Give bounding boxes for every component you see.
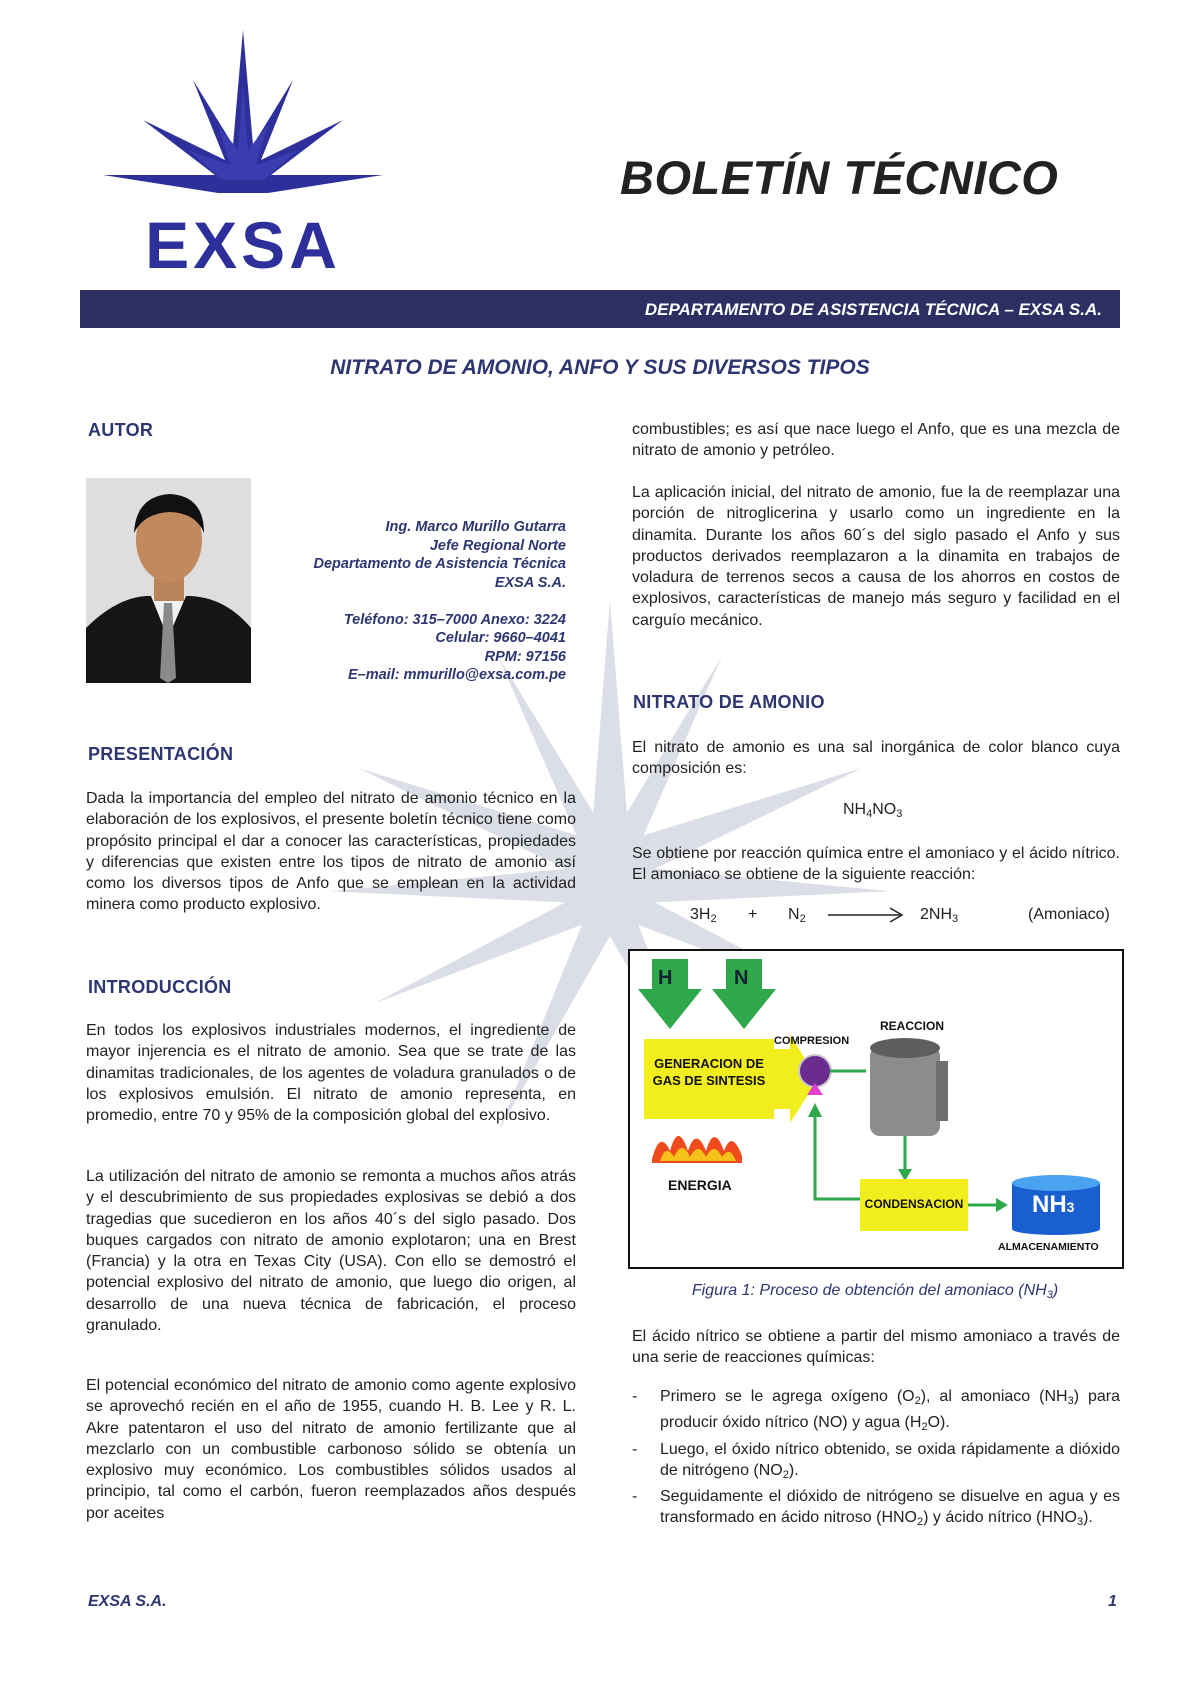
author-email: E–mail: mmurillo@exsa.com.pe (347, 667, 566, 683)
author-phone: Teléfono: 315–7000 Anexo: 3224 (343, 611, 566, 628)
department-text: DEPARTAMENTO DE ASISTENCIA TÉCNICA – EXSA S.A. (644, 300, 1102, 319)
nitrato-p2: Se obtiene por reacción química entre el amoniaco y el ácido nítrico. El amoniaco se obtiene de la siguiente reacción: (632, 845, 1120, 884)
ammonia-process-diagram (628, 949, 1124, 1269)
tank-label: NH3 (1032, 1191, 1075, 1218)
gas-generation-label: GENERACION DE GAS DE SINTESIS (652, 1056, 766, 1088)
reaction-label: REACCION (880, 1019, 945, 1033)
reactant-h2: $3H_2$ (690, 906, 717, 925)
process-flow (630, 951, 1122, 1267)
presentacion-heading: PRESENTACIÓN (88, 744, 234, 764)
hydrogen-label: H (658, 967, 673, 989)
exsa-logo (78, 25, 408, 275)
reactor-icon (870, 1046, 940, 1136)
department-band (80, 290, 1120, 328)
nitrato-heading: NITRATO DE AMONIO (633, 692, 825, 712)
svg-text:EXSA: EXSA (145, 208, 341, 275)
author-name: Ing. Marco Murillo Gutarra (385, 519, 566, 535)
autor-heading: AUTOR (88, 420, 154, 440)
author-role: Jefe Regional Norte (429, 537, 566, 554)
compressor-icon (799, 1055, 831, 1087)
storage-label: ALMACENAMIENTO (998, 1241, 1099, 1253)
author-rpm: RPM: 97156 (484, 648, 566, 665)
author-department: Departamento de Asistencia Técnica (313, 556, 566, 572)
document-title: NITRATO DE AMONIO, ANFO Y SUS DIVERSOS TIPOS (330, 356, 870, 379)
reactant-n2: $N_2$ (788, 906, 806, 925)
nitric-acid-intro: El ácido nítrico se obtiene a partir del mismo amoniaco a través de una serie de reacciones químicas: (632, 1328, 1120, 1367)
introduccion-p1: En todos los explosivos industriales modernos, el ingrediente de mayor injerencia es el nitrato de amonio. Sea que se trate de las dinamitas tradicionales, de los agentes de voladura granulados o de los explosivos emulsión. El nitrato de amonio representa, en promedio, entre 70 y 95% de la composición global del explosivo. (86, 1022, 576, 1125)
nitrato-p1: El nitrato de amonio es una sal inorgánica de color blanco cuya composición es: (632, 739, 1120, 778)
introduccion-p3: El potencial económico del nitrato de amonio como agente explosivo se aprovechó recién en el año de 1955, cuando H. B. Lee y R. L. Akre patentaron el uso del nitrato de amonio fertilizante que al mezclarlo con un combustible carbonoso sólido se obtenía un explosivo muy económico. Los combustibles sólidos usados al principio, tal como el carbón, fueron reemplazados años después por aceites (86, 1377, 576, 1522)
list-item: - Primero se le agrega oxígeno $(O_2)$, al amoniaco $(NH_3)$ para producir óxido nítrico (NO) y agua $(H_2O)$. (632, 1386, 1120, 1439)
page-number: 1 (1108, 1593, 1117, 1610)
author-info (250, 518, 566, 685)
list-item: - Seguidamente el dióxido de nitrógeno se disuelve en agua y es transformado en ácido nitroso $(HNO_2)$ y ácido nítrico $(HNO_3)$. (632, 1486, 1120, 1534)
reaction-steps-list (632, 1386, 1120, 1534)
introduccion-p2: La utilización del nitrato de amonio se remonta a muchos años atrás y el descubrimiento de sus propiedades explosivas se debió a dos tragedias que sucedieron en los años 40´s del siglo pasado. Dos buques cargados con nitrato de amonio explotaron; una en Brest (Francia) y la otra en Texas City (USA). Con ello se demostró el potencial explosivo del nitrato de amonio, que luego dio origen, al desarrollo de una nueva técnica de fabricación, el proceso granulado. (86, 1168, 576, 1335)
right-p1: combustibles; es así que nace luego el Anfo, que es una mezcla de nitrato de amonio y petróleo. (632, 421, 1120, 460)
condensation-label: CONDENSACION (864, 1197, 964, 1211)
nitrogen-label: N (734, 967, 749, 989)
product-label: (Amoniaco) (1028, 906, 1110, 923)
author-company: EXSA S.A. (494, 574, 566, 591)
energy-label: ENERGIA (668, 1177, 732, 1193)
right-p2: La aplicación inicial, del nitrato de amonio, fue la de reemplazar una porción de nitroglicerina y usarlo como un ingrediente en la dinamita. Durante los años 60´s del siglo pasado el Anfo y sus productos derivados reemplazaron a la dinamita en trabajos de voladura de terrenos secos a causa de los ahorros en costos de explosivos, características de manejo más seguro y facilidad en el carguío mecánico. (632, 484, 1120, 629)
footer-company: EXSA S.A. (88, 1593, 167, 1610)
nitrate-formula: $NH_4NO_3$ (843, 801, 903, 820)
list-item: - Luego, el óxido nítrico obtenido, se oxida rápidamente a dióxido de nitrógeno $(NO_2)$. (632, 1439, 1120, 1487)
presentacion-text: Dada la importancia del empleo del nitrato de amonio técnico en la elaboración de los explosivos, el presente boletín técnico tiene como propósito principal el dar a conocer las características, propiedades y diferencias que existen entre los tipos de nitrato de amonio así como los diversos tipos de Anfo que se emplean en la actividad minera como producto explosivo. (86, 790, 576, 914)
author-photo (86, 478, 251, 683)
reaction-arrow-icon (828, 907, 908, 923)
compression-label: COMPRESION (774, 1035, 850, 1047)
bulletin-title: BOLETÍN TÉCNICO (620, 151, 1059, 204)
reaction-plus: + (748, 906, 758, 923)
product-nh3: $2NH_3$ (920, 906, 959, 925)
author-mobile: Celular: 9660–4041 (435, 630, 566, 646)
introduccion-heading: INTRODUCCIÓN (88, 977, 232, 997)
figure-caption: Figura 1: Proceso de obtención del amoniaco $(NH_3)$ (691, 1282, 1059, 1301)
